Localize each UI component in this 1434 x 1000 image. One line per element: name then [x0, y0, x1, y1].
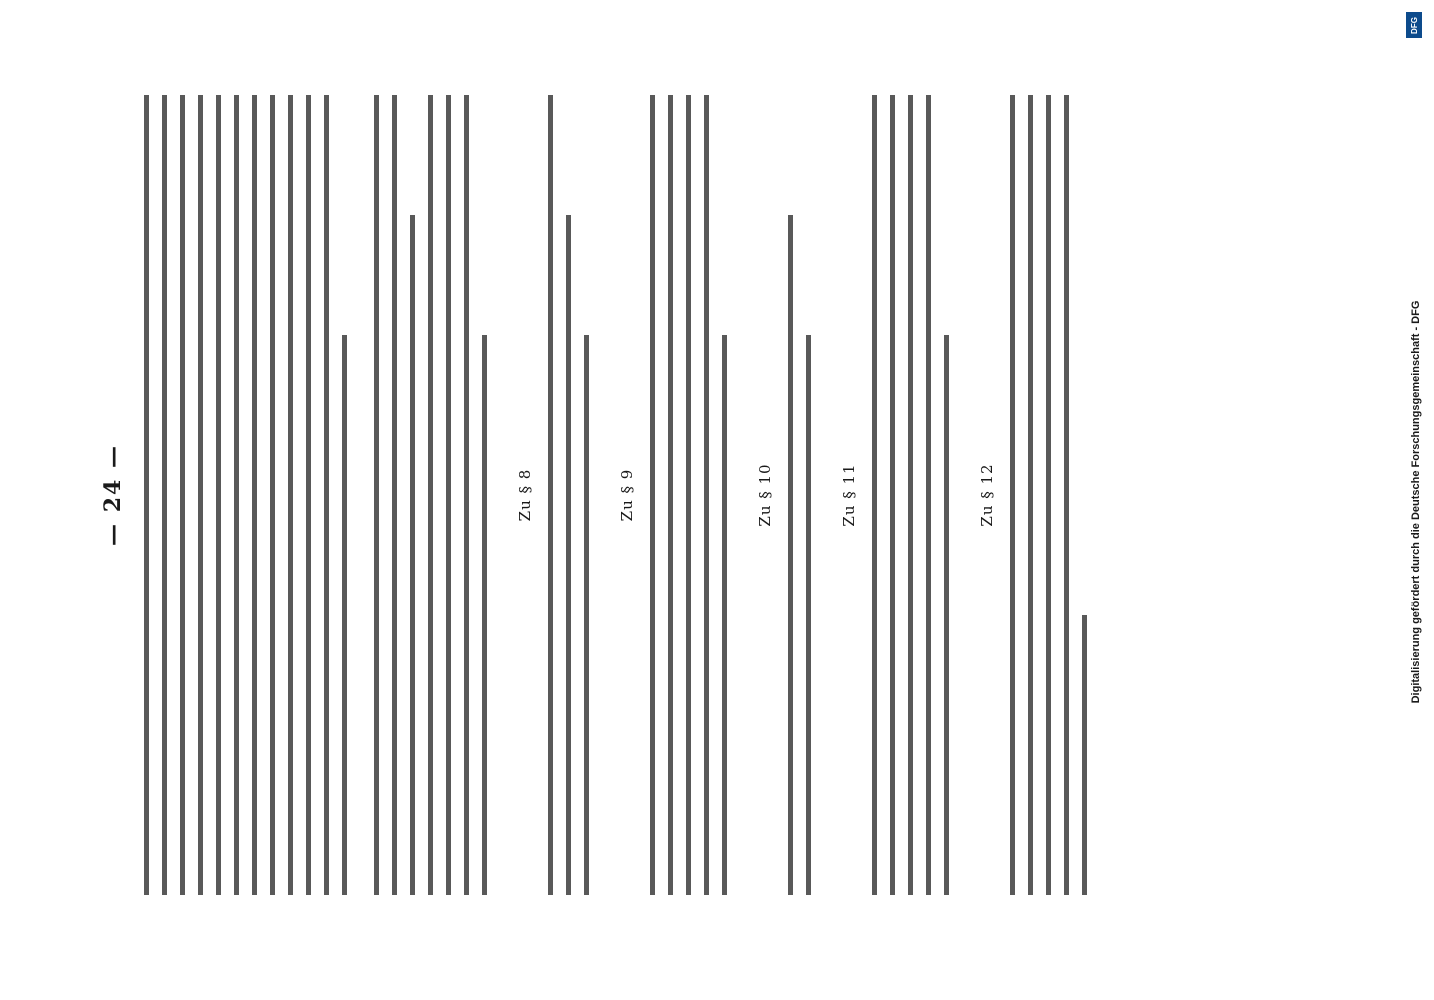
text-line — [482, 335, 487, 895]
section-heading: Zu § 11 — [840, 463, 858, 527]
section-heading: Zu § 9 — [618, 468, 636, 522]
text-line — [872, 95, 877, 895]
text-line — [1082, 615, 1087, 895]
dfg-logo: DFG — [1406, 12, 1422, 38]
text-line — [650, 95, 655, 895]
rotated-content — [100, 95, 996, 895]
text-line — [374, 95, 379, 895]
text-line — [1046, 95, 1051, 895]
page-number: — 24 — — [100, 444, 126, 546]
text-line — [324, 95, 329, 895]
section-heading: Zu § 8 — [516, 468, 534, 522]
text-line — [288, 95, 293, 895]
text-line — [234, 95, 239, 895]
text-line — [926, 95, 931, 895]
text-line — [686, 95, 691, 895]
document-body — [110, 95, 1100, 895]
text-line — [410, 215, 415, 895]
text-line — [908, 95, 913, 895]
text-line — [446, 95, 451, 895]
text-line — [162, 95, 167, 895]
text-line — [1064, 95, 1069, 895]
text-line — [566, 215, 571, 895]
text-line — [548, 95, 553, 895]
text-line — [1028, 95, 1033, 895]
text-line — [180, 95, 185, 895]
text-line — [788, 215, 793, 895]
text-line — [584, 335, 589, 895]
text-line — [216, 95, 221, 895]
credit-text: Digitalisierung gefördert durch die Deutsche Forschungsgemeinschaft - DFG — [1410, 300, 1422, 704]
text-line — [428, 95, 433, 895]
text-line — [464, 95, 469, 895]
text-line — [392, 95, 397, 895]
text-line — [198, 95, 203, 895]
digitization-credit — [1406, 12, 1426, 992]
text-line — [944, 335, 949, 895]
text-line — [306, 95, 311, 895]
text-line — [722, 335, 727, 895]
text-line — [270, 95, 275, 895]
text-line — [1010, 95, 1015, 895]
text-line — [704, 95, 709, 895]
text-line — [668, 95, 673, 895]
text-line — [890, 95, 895, 895]
text-line — [144, 95, 149, 895]
section-heading: Zu § 12 — [978, 463, 996, 527]
text-line — [806, 335, 811, 895]
text-line — [252, 95, 257, 895]
section-heading: Zu § 10 — [756, 463, 774, 527]
text-line — [342, 335, 347, 895]
